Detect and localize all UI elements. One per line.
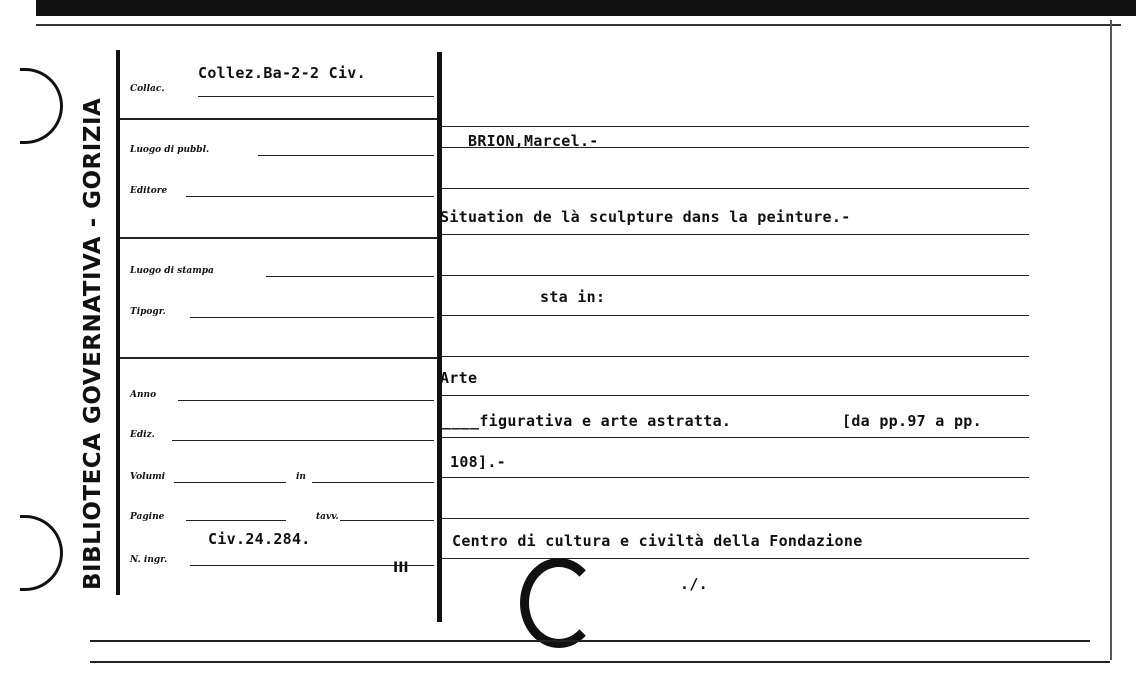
label-collocazione: Collac. — [130, 84, 165, 94]
rule-tipografia — [190, 317, 434, 318]
library-name-vertical: BIBLIOTECA GOVERNATIVA - GORIZIA — [80, 97, 106, 590]
rule-r4 — [442, 234, 1029, 235]
label-tavole: tavv. — [316, 512, 339, 522]
card-right-edge — [1110, 20, 1112, 660]
label-anno: Anno — [130, 390, 157, 400]
rule-collocazione — [198, 96, 434, 97]
punch-hole-top — [20, 68, 63, 144]
label-edizione: Ediz. — [130, 430, 155, 440]
label-luogo-stampa: Luogo di stampa — [130, 266, 214, 276]
rule-in — [312, 482, 434, 483]
rule-tavole — [340, 520, 434, 521]
rule-r9 — [442, 437, 1029, 438]
value-collocazione: Collez.Ba-2-2 Civ. — [198, 64, 366, 82]
card-top-edge — [36, 0, 1136, 16]
label-pagine: Pagine — [130, 512, 165, 522]
rule-edizione — [172, 440, 434, 441]
rule-pagine — [186, 520, 286, 521]
handwritten-mark: III — [393, 560, 409, 576]
punch-hole-bottom — [20, 515, 63, 591]
rule-r10 — [442, 477, 1029, 478]
entry-publisher: Centro di cultura e civiltà della Fondazione — [452, 532, 863, 550]
entry-arte: Arte — [440, 369, 478, 387]
rule-anno — [178, 400, 434, 401]
entry-pages-bracket: [da pp.97 a pp. — [842, 412, 982, 430]
rule-luogo-stampa — [266, 276, 434, 277]
rule-r8 — [442, 395, 1029, 396]
value-n-ingr: Civ.24.284. — [208, 530, 311, 548]
left-column-rule — [116, 50, 120, 595]
entry-end: ./. — [680, 575, 708, 593]
entry-line2: ____figurativa e arte astratta. — [442, 412, 732, 430]
sep-3 — [120, 357, 437, 359]
sep-2 — [120, 237, 437, 239]
rule-r3 — [442, 188, 1029, 189]
rule-r12 — [442, 558, 1029, 559]
label-tipografia: Tipogr. — [130, 307, 166, 317]
rule-r1 — [442, 126, 1029, 127]
label-in: in — [296, 472, 306, 482]
sep-1 — [120, 118, 437, 120]
card-top-line — [36, 24, 1121, 26]
rule-r7 — [442, 356, 1029, 357]
rule-r5 — [442, 275, 1029, 276]
entry-author: BRION,Marcel.- — [468, 132, 599, 150]
card-bottom-line — [90, 640, 1090, 642]
label-n-ingr: N. ingr. — [130, 555, 168, 565]
card-bottom-line-2 — [90, 661, 1110, 663]
entry-sta-in: sta in: — [540, 288, 606, 306]
rule-r11 — [442, 518, 1029, 519]
rule-luogo-pubbl — [258, 155, 434, 156]
label-luogo-pubbl: Luogo di pubbl. — [130, 145, 210, 155]
label-volumi: Volumi — [130, 472, 166, 482]
entry-line3: 108].- — [450, 453, 506, 471]
stamp-mark — [520, 558, 598, 648]
rule-editore — [186, 196, 434, 197]
entry-title: Situation de là sculpture dans la peinture.- — [440, 208, 851, 226]
rule-volumi — [174, 482, 286, 483]
label-editore: Editore — [130, 186, 168, 196]
middle-column-rule — [437, 52, 442, 622]
rule-r6 — [442, 315, 1029, 316]
